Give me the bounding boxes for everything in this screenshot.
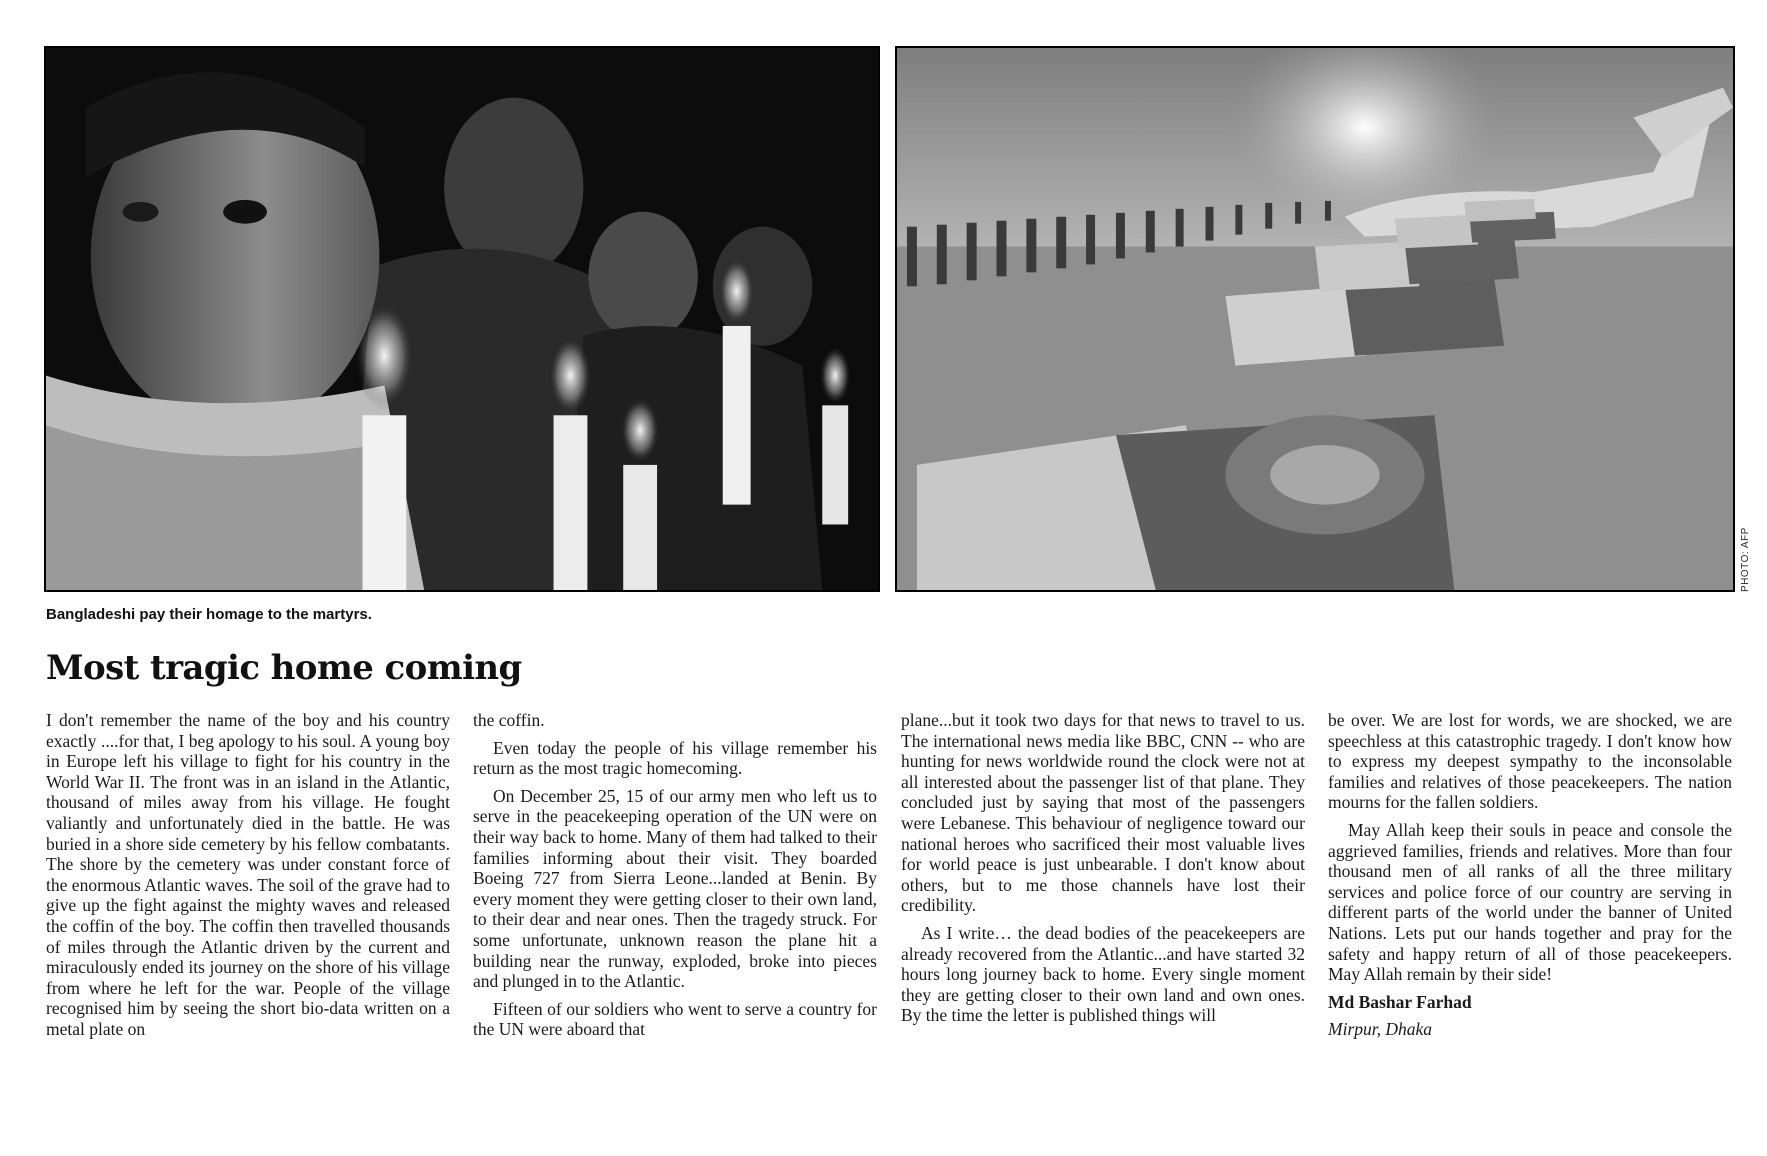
paragraph: On December 25, 15 of our army men who left us to serve in the peacekeeping operation of the UN were on their way back to home. Many of them had talked to their families informing about their visit. They boarded Boeing 727 from Sierra Leone...landed at Benin. By every moment they were getting closer to their own land, to their dear and near ones. Then the tragedy struck. For some unfortunate, unknown reason the plane hit a building near the runway, exploded, broke into pieces and plunged in to the Atlantic. xyxy=(473,785,877,992)
coffins-at-airport-photo xyxy=(895,46,1735,592)
paragraph: As I write… the dead bodies of the peacekeepers are already recovered from the Atlantic...and have started 32 hours long journey back to home. Every single moment they are getting closer to their own land and own ones. By the time the letter is published things will xyxy=(901,922,1305,1026)
photo-caption: Bangladeshi pay their homage to the martyrs. xyxy=(46,606,372,623)
paragraph: be over. We are lost for words, we are shocked, we are speechless at this catastrophic tragedy. I don't know how to express my deepest sympathy to the inconsolable families and relatives of those peacekeepers. The nation mourns for the fallen soldiers. xyxy=(1328,710,1732,813)
candlelight-vigil-icon xyxy=(46,48,878,590)
coffins-at-airport-icon xyxy=(897,48,1733,590)
author-location: Mirpur, Dhaka xyxy=(1328,1019,1433,1040)
candlelight-vigil-photo xyxy=(44,46,880,592)
article-column-4 xyxy=(1328,710,1732,1047)
article-column-2 xyxy=(473,710,877,1047)
article-column-1 xyxy=(46,710,450,1047)
article-column-3 xyxy=(901,710,1305,1033)
paragraph: plane...but it took two days for that news to travel to us. The international news media like BBC, CNN -- who are hunting for news worldwide round the clock were not at all interested about the passenger list of that plane. They concluded just by saying that most of the passengers were Lebanese. This behaviour of negligence toward our national heroes who sacrificed their most valuable lives for world peace is just unbearable. I don't know about others, but to me those channels have lost their credibility. xyxy=(901,710,1305,916)
paragraph: May Allah keep their souls in peace and console the aggrieved families, friends and relatives. More than four thousand men of all ranks of all the three military services and police force of our country are serving in different parts of the world under the banner of United Nations. Lets put our hands together and pray for the safety and happy return of all of those peacekeepers. May Allah remain by their side! xyxy=(1328,819,1732,985)
paragraph: the coffin. xyxy=(473,710,545,730)
paragraph: Even today the people of his village remember his return as the most tragic homecoming. xyxy=(473,737,877,779)
author-name: Md Bashar Farhad xyxy=(1328,991,1472,1012)
paragraph: I don't remember the name of the boy and his country exactly ....for that, I beg apology to his soul. A young boy in Europe left his village to fight for his country in the World War II. The front was in an island in the Atlantic, thousand of miles away from his village. He fought valiantly and unfortunately died in the battle. He was buried in a shore side cemetery by his fellow combatants. The shore by the cemetery was under constant force of the enormous Atlantic waves. The soil of the grave had to give up the fight against the mighty waves and released the coffin of the boy. The coffin then travelled thousands of miles through the Atlantic driven by the current and miraculously ended its journey on the shore of his village from where he left for the war. People of the village recognised him by seeing the short bio-data written on a metal plate on xyxy=(46,710,450,1039)
paragraph: Fifteen of our soldiers who went to serve a country for the UN were aboard that xyxy=(473,998,877,1040)
headline: Most tragic home coming xyxy=(46,648,522,688)
photo-credit: PHOTO: AFP xyxy=(1740,527,1751,592)
